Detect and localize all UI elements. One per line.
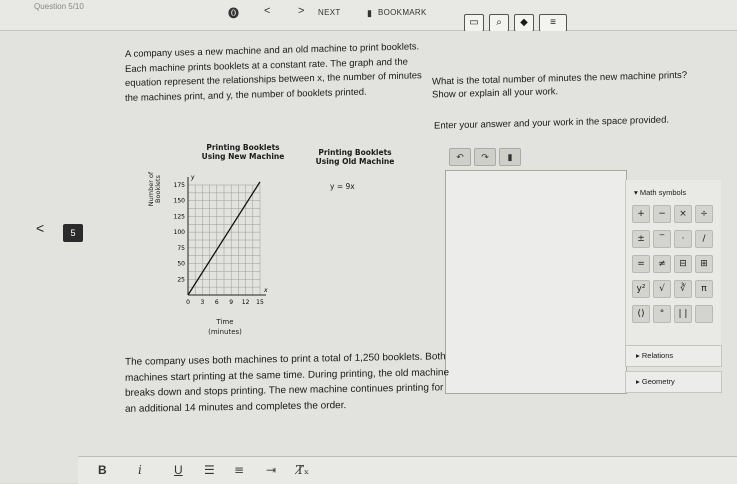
math-key-10[interactable]: ⊟	[674, 255, 692, 273]
x-tick-label: 9	[229, 299, 234, 306]
relations-toggle[interactable]: ▸ Relations	[625, 345, 722, 367]
x-axis-title: Time	[216, 318, 234, 326]
math-key-3[interactable]: ÷	[695, 205, 713, 223]
math-key-18[interactable]: | |	[674, 305, 692, 323]
delete-icon[interactable]: ▮	[499, 148, 521, 166]
math-key-13[interactable]: √	[653, 280, 671, 298]
x-tick-label: 0	[186, 299, 190, 306]
info-icon[interactable]: ⓿	[228, 8, 239, 20]
math-key-12[interactable]: y²	[632, 280, 650, 298]
geometry-toggle[interactable]: ▸ Geometry	[625, 371, 722, 393]
text-editor-toolbar	[78, 456, 737, 484]
highlighter-icon[interactable]: ◆	[514, 14, 534, 32]
math-key-19[interactable]	[695, 305, 713, 323]
question-counter: Question 5/10	[34, 2, 84, 11]
math-key-15[interactable]: π	[695, 280, 713, 298]
math-key-5[interactable]: ‾	[653, 230, 671, 248]
menu-icon[interactable]: ≡	[539, 14, 567, 32]
math-key-4[interactable]: ±	[632, 230, 650, 248]
question-number-badge: 5	[63, 224, 83, 242]
underline-button[interactable]: U	[174, 463, 183, 477]
new-machine-graph	[160, 165, 270, 310]
bookmark-icon[interactable]: ▮	[367, 8, 372, 18]
redo-icon[interactable]: ↷	[474, 148, 496, 166]
y-tick-label: 25	[177, 276, 185, 284]
y-tick-label: 150	[173, 197, 185, 205]
x-axis-letter: x	[264, 287, 268, 294]
scenario-text: The company uses both machines to print a total of 1,250 booklets. Both machines start printing at the same time. During printing, the old machine breaks down and stops printing. The new machine continues printing for an additional 14 minutes and completes the order.	[125, 351, 450, 415]
graph-title: Printing Booklets Using New Machine	[201, 143, 285, 161]
search-icon[interactable]: ⌕	[489, 14, 509, 32]
answer-instruction: Enter your answer and your work in the space provided.	[434, 114, 669, 132]
math-key-9[interactable]: ≠	[653, 255, 671, 273]
x-axis-unit: (minutes)	[208, 328, 242, 336]
back-button[interactable]: <	[264, 5, 271, 17]
old-machine-equation: y = 9x	[330, 182, 355, 191]
math-key-7[interactable]: /	[695, 230, 713, 248]
answer-input[interactable]	[445, 170, 627, 394]
undo-icon[interactable]: ↶	[449, 148, 471, 166]
math-symbols-panel	[625, 180, 721, 350]
math-key-8[interactable]: =	[632, 255, 650, 273]
y-tick-label: 125	[173, 213, 185, 221]
italic-button[interactable]: i	[138, 463, 142, 477]
math-key-11[interactable]: ⊞	[695, 255, 713, 273]
y-tick-label: 100	[173, 229, 185, 237]
x-tick-label: 3	[200, 299, 205, 306]
bold-button[interactable]: B	[98, 463, 107, 477]
math-key-6[interactable]: ·	[674, 230, 692, 248]
x-tick-label: 6	[214, 299, 219, 306]
math-key-17[interactable]: °	[653, 305, 671, 323]
next-button[interactable]: NEXT	[318, 8, 341, 17]
list-button[interactable]: ☰	[204, 463, 215, 477]
math-key-14[interactable]: ∛	[674, 280, 692, 298]
x-tick-label: 12	[241, 299, 250, 306]
math-key-0[interactable]: +	[632, 205, 650, 223]
indent-button[interactable]: ⇥	[266, 463, 277, 477]
math-key-16[interactable]: ()	[632, 305, 650, 323]
math-symbol-keys	[632, 205, 716, 323]
y-tick-label: 175	[173, 182, 185, 189]
question-prompt: A company uses a new machine and an old machine to print booklets. Each machine prints booklets at a constant rate. The graph and the equation represent the relationships between x, the number of minutes the machines print, and y, the number of booklets printed.	[125, 41, 422, 104]
math-symbols-title[interactable]: ▾ Math symbols	[634, 188, 687, 197]
y-tick-label: 50	[177, 260, 185, 268]
question-text: What is the total number of minutes the new machine prints? Show or explain all your work.	[432, 69, 688, 101]
top-toolbar	[0, 0, 737, 31]
forward-button[interactable]: >	[298, 5, 305, 17]
old-machine-title: Printing Booklets Using Old Machine	[315, 148, 395, 166]
calculator-icon[interactable]: ▭	[464, 14, 484, 32]
x-tick-label: 15	[256, 299, 264, 306]
y-tick-label: 75	[177, 244, 185, 252]
numbered-list-button[interactable]: ≡	[234, 463, 245, 477]
y-axis-letter: y	[191, 174, 195, 181]
clear-format-button[interactable]: T̸ₓ	[296, 463, 310, 477]
previous-question-button[interactable]: <	[36, 220, 45, 236]
answer-tools	[449, 148, 521, 166]
bookmark-button[interactable]: BOOKMARK	[378, 8, 427, 17]
math-key-2[interactable]: ×	[674, 205, 692, 223]
y-axis-title: Number of Booklets	[147, 171, 162, 207]
math-key-1[interactable]: −	[653, 205, 671, 223]
